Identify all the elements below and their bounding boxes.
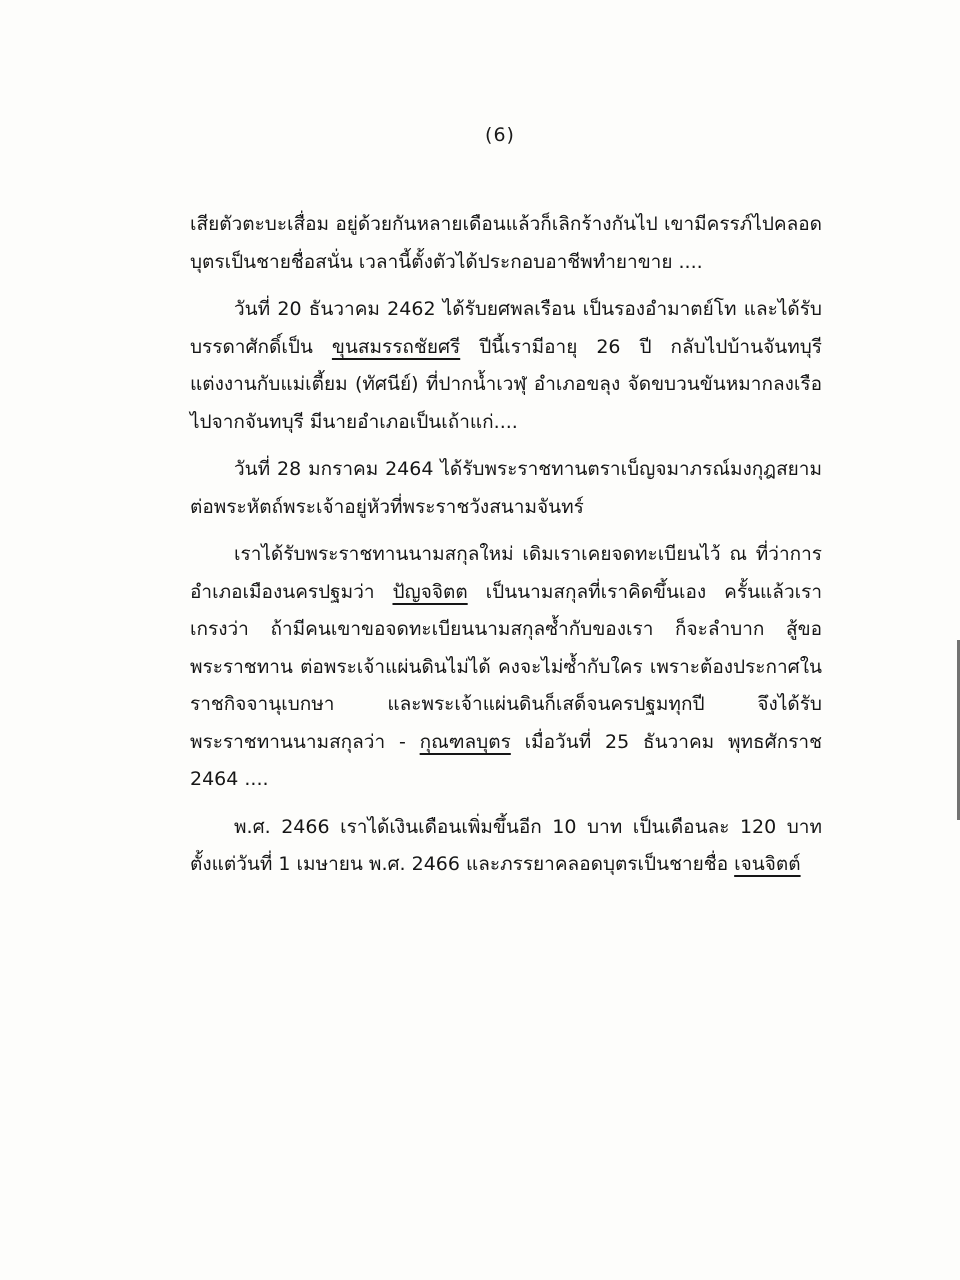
paragraph: [190, 809, 822, 884]
paragraph: [190, 291, 822, 441]
text-run: เป็นนามสกุลที่เราคิดขึ้นเอง ครั้นแล้วเราเกรงว่า ถ้ามีคนเขาขอจดทะเบียนนามสกุลซ้ำกับของเรา ก็จะลำบาก สู้ขอพระราชทาน ต่อพระเจ้าแผ่นดินไม่ได้ คงจะไม่ซ้ำกับใคร เพราะต้องประกาศในราชกิจจานุเบกษา และพระเจ้าแผ่นดินก็เสด็จนครปฐมทุกปี จึงได้รับพระราชทานนามสกุลว่า -: [190, 580, 822, 753]
underlined-name: เจนจิตต์: [734, 853, 801, 875]
body-text: [190, 206, 822, 884]
paragraph: [190, 536, 822, 799]
text-run: วันที่ 20 ธันวาคม 2462 ได้รับยศพลเรือน เป็นรองอำมาตย์โท และได้รับบรรดาศักดิ์เป็น: [190, 298, 822, 358]
text-run: เสียตัวตะบะเสื่อม อยู่ด้วยกันหลายเดือนแล้วก็เลิกร้างกันไป เขามีครรภ์ไปคลอดบุตรเป็นชายชื่อสนั่น เวลานี้ตั้งตัวได้ประกอบอาชีพทำยาขาย ....: [190, 213, 822, 273]
underlined-name: ขุนสมรรถชัยศรี: [331, 335, 461, 358]
text-run: ปีนี้เรามีอายุ 26 ปี กลับไปบ้านจันทบุรี แต่งงานกับแม่เตี้ยม (ทัศนีย์) ที่ปากน้ำเวฬุ อำเภอขลุง จัดขบวนขันหมากลงเรือไปจากจันทบุรี มีนายอำเภอเป็นเถ้าแก่....: [190, 335, 822, 433]
page-number: (6): [485, 124, 515, 146]
text-run: พ.ศ. 2466 เราได้เงินเดือนเพิ่มขึ้นอีก 10 บาท เป็นเดือนละ 120 บาท ตั้งแต่วันที่ 1 เมษายน พ.ศ. 2466 และภรรยาคลอดบุตรเป็นชายชื่อ: [190, 815, 822, 875]
paragraph: [190, 206, 822, 281]
underlined-name: กุณฑลบุตร: [419, 730, 511, 753]
text-run: วันที่ 28 มกราคม 2464 ได้รับพระราชทานตราเบ็ญจมาภรณ์มงกุฎสยาม ต่อพระหัตถ์พระเจ้าอยู่หัวที่พระราชวังสนามจันทร์: [190, 458, 822, 518]
paragraph: [190, 451, 822, 526]
text-run: เมื่อวันที่ 25 ธันวาคม พุทธศักราช 2464 ....: [190, 730, 822, 790]
underlined-name: ปัญจจิตต: [392, 580, 468, 603]
text-run: เราได้รับพระราชทานนามสกุลใหม่ เดิมเราเคยจดทะเบียนไว้ ณ ที่ว่าการอำเภอเมืองนครปฐมว่า: [190, 543, 822, 603]
